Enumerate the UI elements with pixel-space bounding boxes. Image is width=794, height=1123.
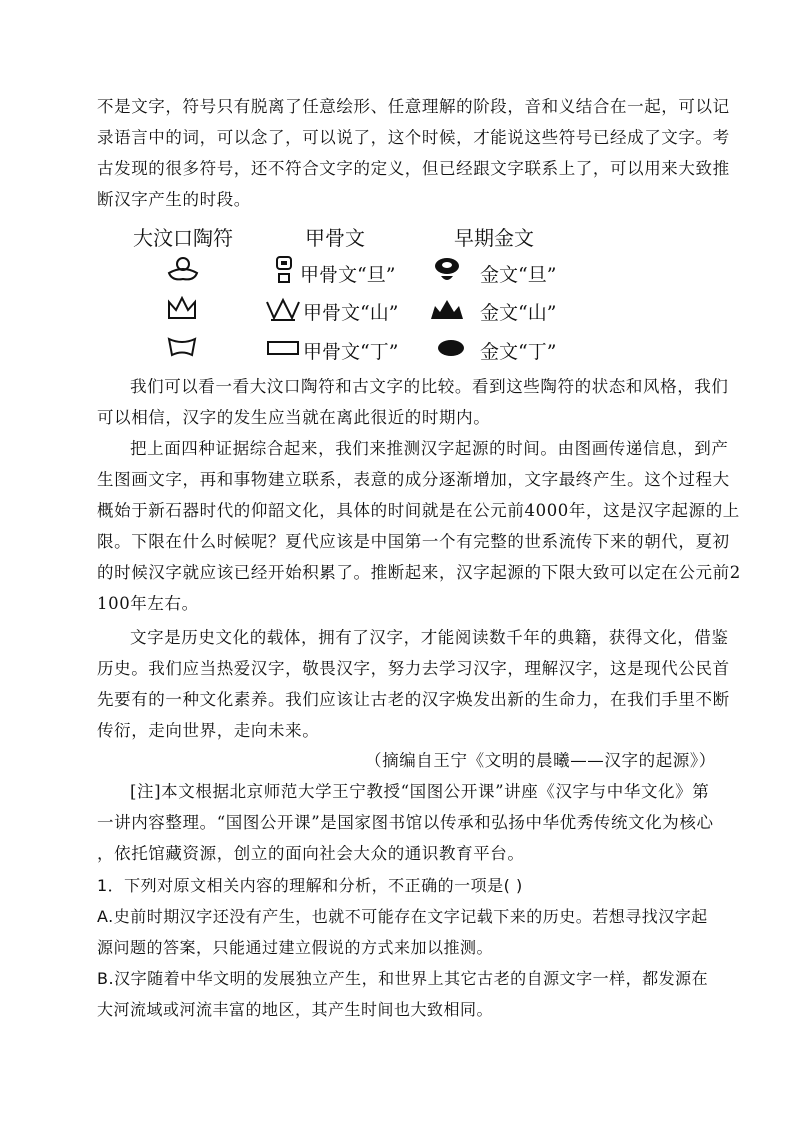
dawenkou-shan-icon [166, 296, 198, 320]
intro-line: 不是文字，符号只有脱离了任意绘形、任意理解的阶段，音和义结合在一起，可以记 [97, 97, 730, 116]
oracle-ding-icon [266, 339, 300, 357]
para3-line: 文字是历史文化的载体，拥有了汉字，才能阅读数千年的典籍，获得文化，借鉴 [130, 628, 729, 647]
para2-line: 生图画文字，再和事物建立联系，表意的成分逐渐增加，文字最终产生。这个过程大 [97, 470, 730, 489]
para2-line: 概始于新石器时代的仰韶文化，具体的时间就是在公元前4000年，这是汉字起源的上 [97, 501, 740, 520]
para3-line: 先要有的一种文化素养。我们应该让古老的汉字焕发出新的生命力，在我们手里不断 [97, 690, 730, 709]
oracle-dan-icon [273, 255, 295, 285]
dawenkou-dan-icon [166, 257, 200, 283]
oracle-shan-icon [265, 296, 301, 322]
header-dawenkou: 大汶口陶符 [133, 226, 233, 250]
bronze-shan-icon [430, 298, 464, 320]
option-a-line: A.史前时期汉字还没有产生，也就不可能存在文字记载下来的历史。若想寻找汉字起 [97, 907, 708, 926]
dawenkou-ding-icon [167, 337, 197, 357]
note-line: 一讲内容整理。“国图公开课”是国家图书馆以传承和弘扬中华优秀传统文化为核心 [97, 813, 714, 832]
para3-line: 传衍，走向世界，走向未来。 [97, 721, 320, 740]
para2-line: 100年左右。 [97, 594, 199, 613]
bronze-shan-label: 金文“山” [480, 302, 557, 324]
para3-line: 历史。我们应当热爱汉字，敬畏汉字，努力去学习汉字，理解汉字，这是现代公民首 [97, 659, 730, 678]
header-bronze: 早期金文 [454, 226, 534, 250]
question-stem: 1．下列对原文相关内容的理解和分析，不正确的一项是( ) [97, 876, 523, 895]
option-b-line: B.汉字随着中华文明的发展独立产生，和世界上其它古老的自源文字一样，都发源在 [97, 969, 709, 988]
option-b-line: 大河流域或河流丰富的地区，其产生时间也大致相同。 [97, 1000, 494, 1019]
para1-line: 可以相信，汉字的发生应当就在离此很近的时期内。 [97, 408, 491, 427]
option-a-line: 源问题的答案，只能通过建立假说的方式来加以推测。 [97, 938, 494, 957]
intro-line: 古发现的很多符号，还不符合文字的定义，但已经跟文字联系上了，可以用来大致推 [97, 159, 730, 178]
source-citation: （摘编自王宁《文明的晨曦——汉字的起源》） [365, 751, 716, 770]
oracle-dan-label: 甲骨文“旦” [300, 264, 396, 286]
intro-line: 断汉字产生的时段。 [97, 190, 251, 209]
para2-line: 的时候汉字就应该已经开始积累了。推断起来，汉字起源的下限大致可以定在公元前2 [97, 563, 741, 582]
note-line: [注]本文根据北京师范大学王宁教授“国图公开课”讲座《汉字与中华文化》第 [130, 782, 710, 801]
para2-line: 把上面四种证据综合起来，我们来推测汉字起源的时间。由图画传递信息，到产 [130, 439, 729, 458]
bronze-dan-icon [432, 256, 462, 284]
bronze-ding-label: 金文“丁” [480, 341, 557, 363]
para2-line: 限。下限在什么时候呢？夏代应该是中国第一个有完整的世系流传下来的朝代，夏初 [97, 532, 730, 551]
oracle-ding-label: 甲骨文“丁” [303, 341, 399, 363]
note-line: ，依托馆藏资源，创立的面向社会大众的通识教育平台。 [97, 844, 525, 863]
bronze-ding-icon [437, 339, 465, 357]
header-oracle: 甲骨文 [305, 226, 365, 250]
oracle-shan-label: 甲骨文“山” [303, 302, 399, 324]
intro-line: 录语言中的词，可以念了，可以说了，这个时候，才能说这些符号已经成了文字。考 [97, 128, 730, 147]
para1-line: 我们可以看一看大汶口陶符和古文字的比较。看到这些陶符的状态和风格，我们 [130, 377, 729, 396]
bronze-dan-label: 金文“旦” [480, 264, 557, 286]
